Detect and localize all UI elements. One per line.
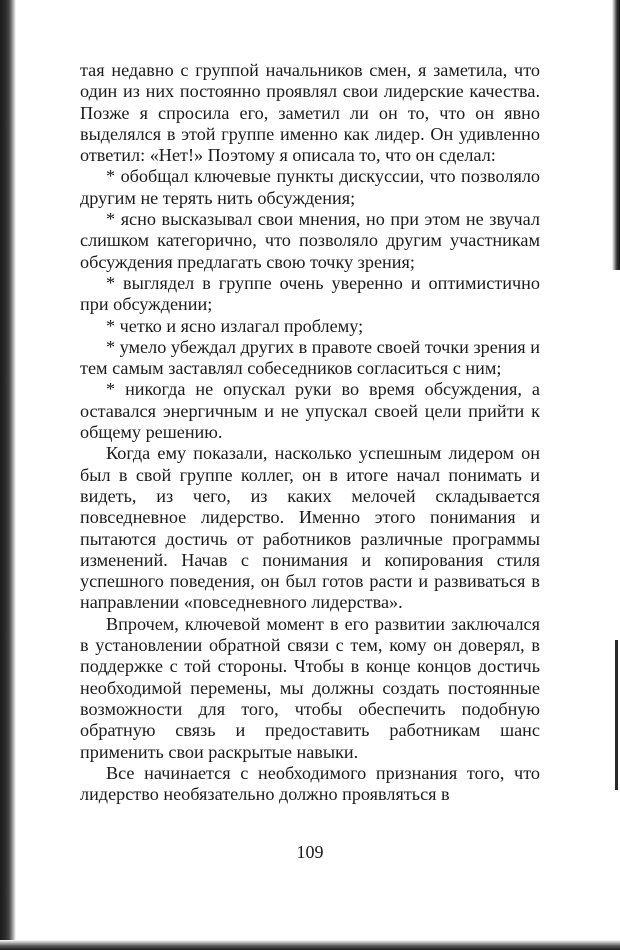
paragraph: Впрочем, ключевой момент в его развитии заключался в установлении обратной связи с тем, кому он доверял, в поддержке с той стороны. Чтобы в конце концов достичь необходимой перемены, мы должны создать постоянные возможности для того, чтобы обеспечить подобную обратную связь и предоставить работникам шанс применить свои раскрытые навыки.	[80, 613, 540, 762]
list-item: * умело убеждал других в правоте своей точки зрения и тем самым заставлял собеседников согласиться с ним;	[80, 336, 540, 379]
scan-edge-bottom	[0, 940, 620, 950]
list-item: * ясно высказывал свои мнения, но при этом не звучал слишком категорично, что позволяло другим участникам обсуждения предлагать свою точку зрения;	[80, 209, 540, 272]
list-item: * четко и ясно излагал проблему;	[106, 315, 364, 336]
paragraph: Все начинается с необходимого признания того, что лидерство необязательно должно проявляться в	[80, 762, 540, 805]
paragraph-continuation: тая недавно с группой начальников смен, я заметила, что один из них постоянно проявлял свои лидерские качества. Позже я спросила его, заметил ли он то, что он явно выделялся в этой группе именно как лидер. Он удивленно ответил: «Нет!» Поэтому я описала то, что он сделал:	[80, 60, 540, 166]
scan-edge-right-mark	[615, 640, 618, 790]
list-item: * выглядел в группе очень уверенно и оптимистично при обсуждении;	[80, 272, 540, 315]
scan-edge-right	[612, 0, 620, 270]
paragraph: Когда ему показали, насколько успешным лидером он был в свой группе коллег, он в итоге начал понимать и видеть, из чего, из каких мелочей складывается повседневное лидерство. Именно этого понимания и пытаются достичь от работников различные программы изменений. Начав с понимания и копирования стиля успешного поведения, он был готов расти и развиваться в направлении «повседневного лидерства».	[80, 443, 540, 613]
page-number: 109	[296, 842, 324, 862]
page-body	[80, 60, 540, 805]
list-item: * никогда не опускал руки во время обсуждения, а оставался энергичным и не упускал своей цели прийти к общему решению.	[80, 379, 540, 443]
scan-edge-left	[0, 0, 16, 950]
list-item: * обобщал ключевые пункты дискуссии, что позволяло другим не терять нить обсуждения;	[80, 166, 540, 208]
